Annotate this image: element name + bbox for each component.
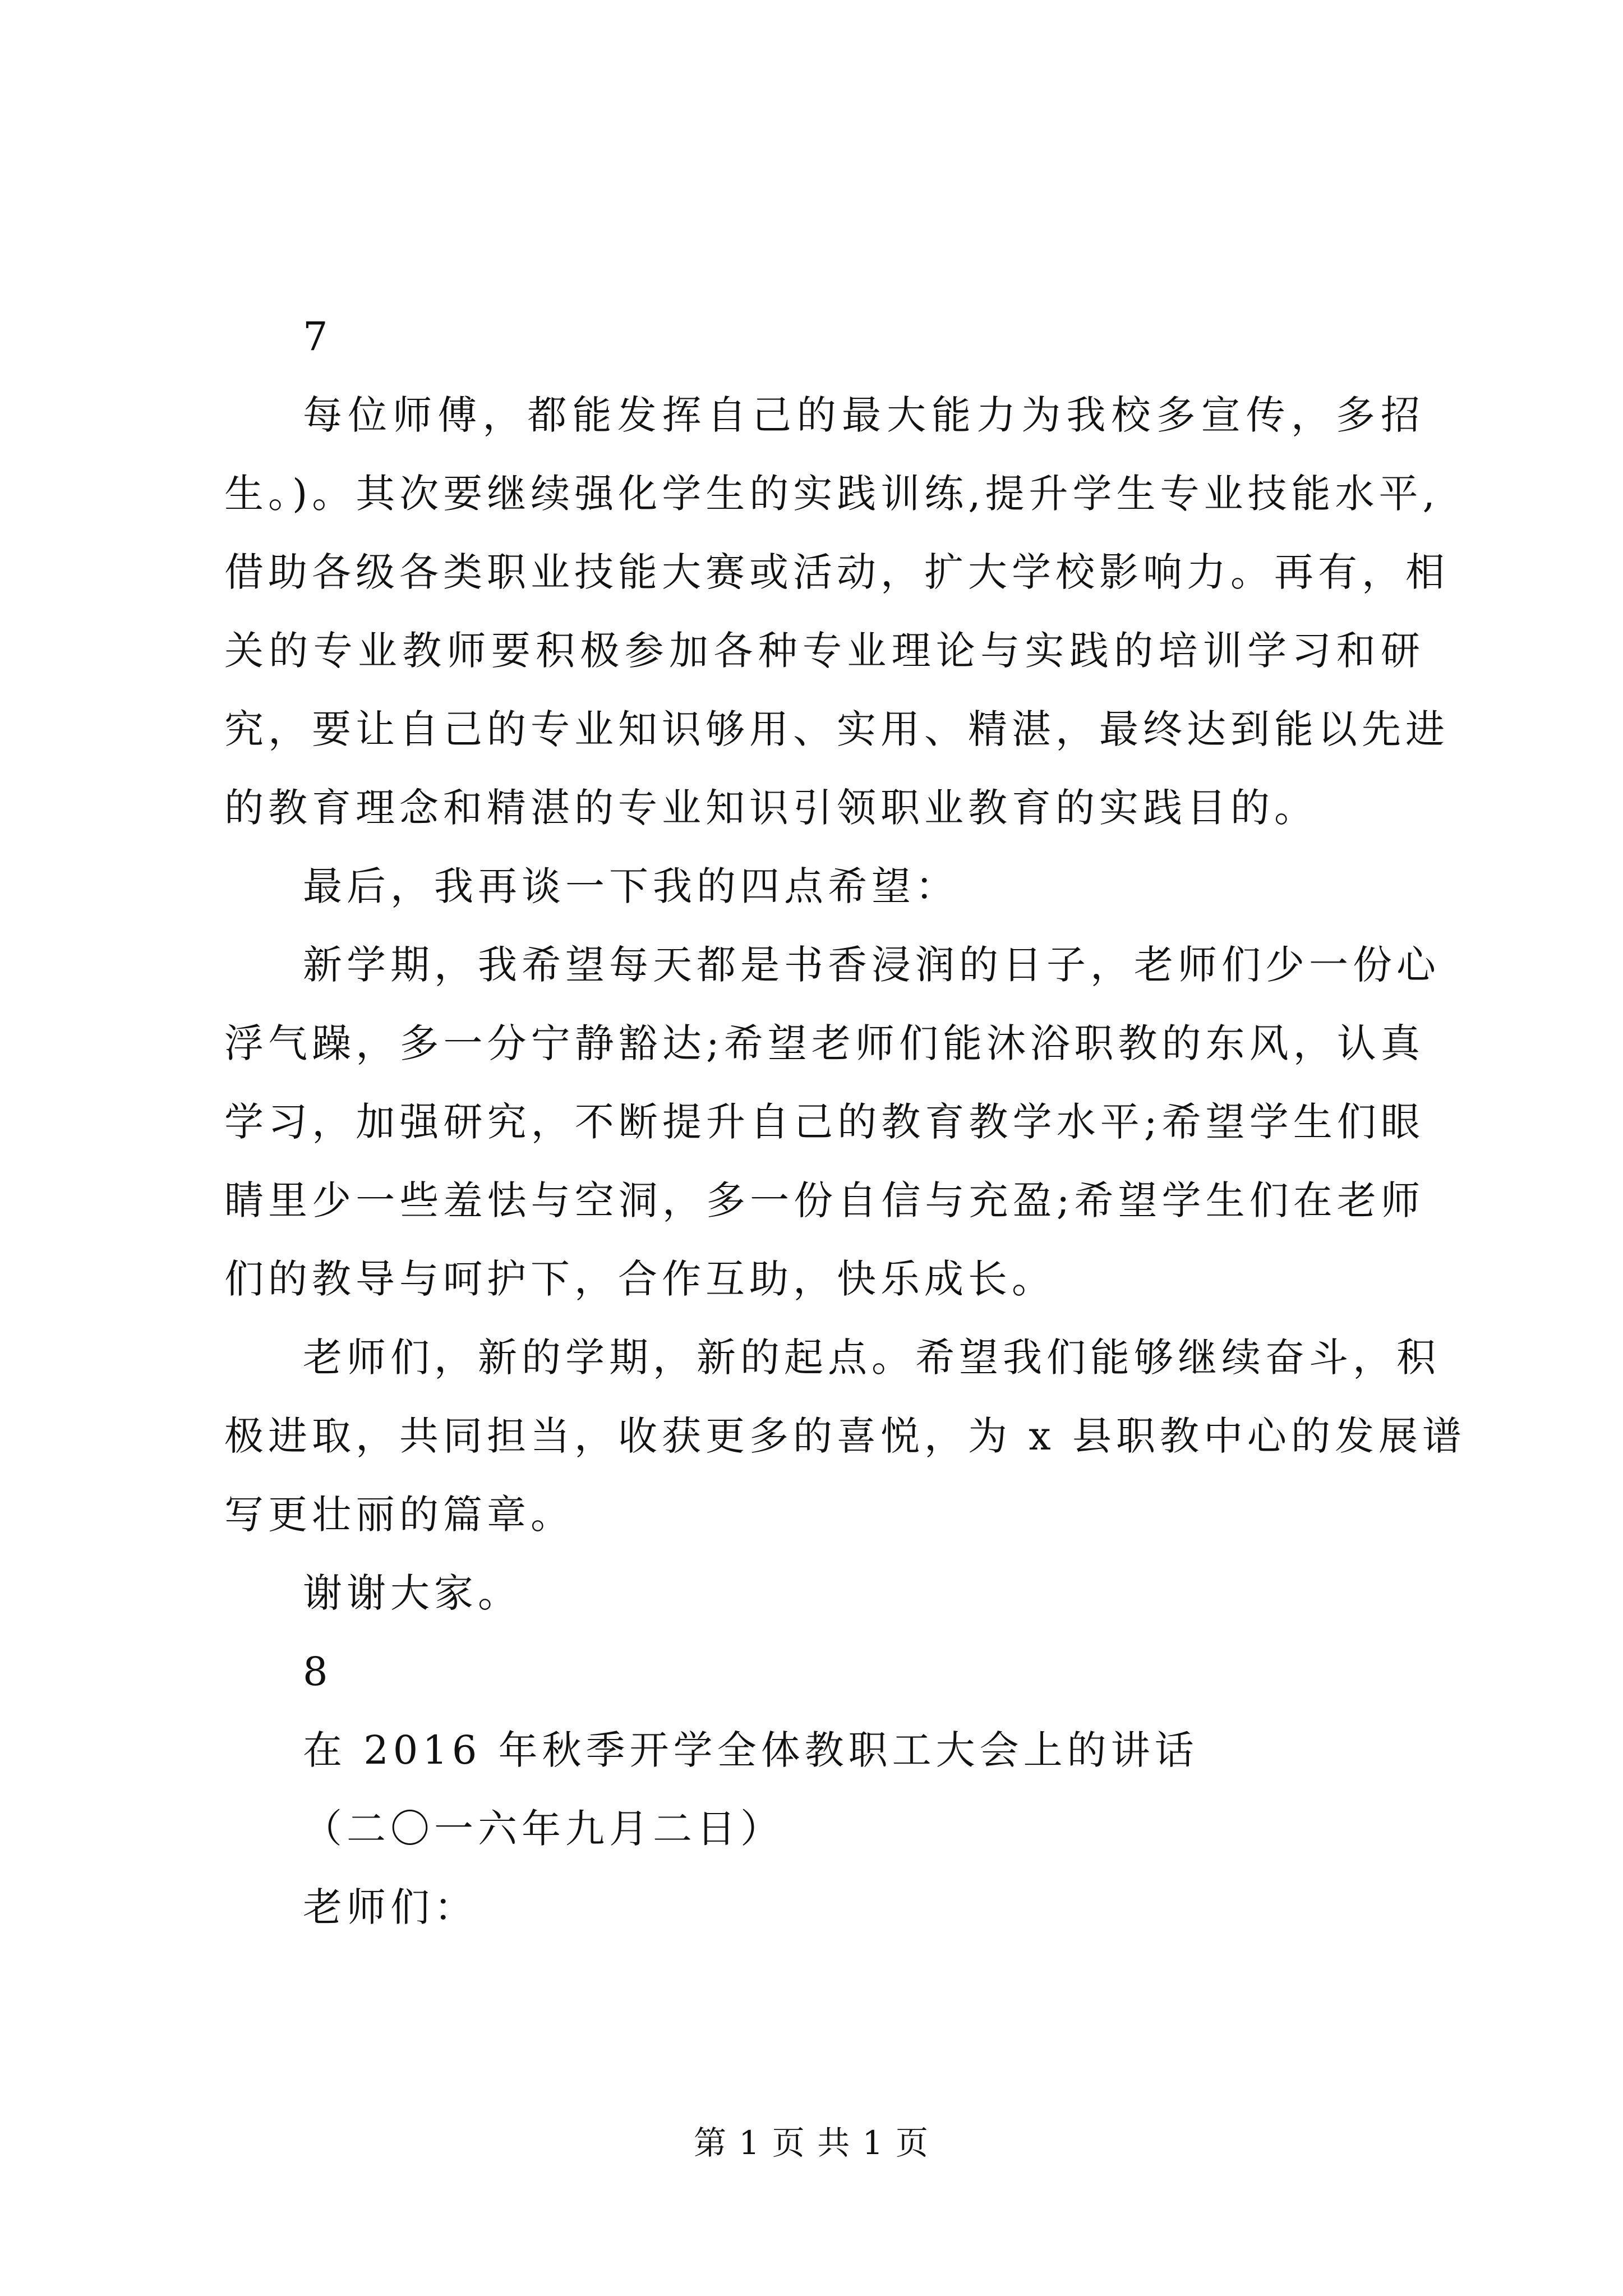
text-line: 7 xyxy=(303,314,333,360)
text-line: 生。)。其次要继续强化学生的实践训练,提升学生专业技能水平, xyxy=(224,471,1440,517)
text-line: 老师们，新的学期，新的起点。希望我们能够继续奋斗，积 xyxy=(303,1335,1440,1381)
text-line: 浮气躁，多一分宁静豁达;希望老师们能沐浴职教的东风，认真 xyxy=(224,1020,1424,1066)
text-line: 的教育理念和精湛的专业知识引领职业教育的实践目的。 xyxy=(224,785,1318,831)
page-footer: 第 1 页 共 1 页 xyxy=(694,2124,929,2162)
text-line: 写更壮丽的篇章。 xyxy=(224,1492,574,1538)
text-line: 最后，我再谈一下我的四点希望： xyxy=(303,863,959,909)
text-line: （二〇一六年九月二日） xyxy=(303,1806,784,1852)
text-line: 们的教导与呵护下，合作互助，快乐成长。 xyxy=(224,1256,1055,1302)
text-line: 究，要让自己的专业知识够用、实用、精湛，最终达到能以先进 xyxy=(224,706,1449,752)
text-line: 每位师傅，都能发挥自己的最大能力为我校多宣传，多招 xyxy=(303,392,1424,438)
text-line: 老师们： xyxy=(303,1884,478,1930)
text-line: 关的专业教师要积极参加各种专业理论与实践的培训学习和研 xyxy=(224,628,1424,674)
document-body xyxy=(224,297,1466,1947)
text-line: 极进取，共同担当，收获更多的喜悦，为 x 县职教中心的发展谱 xyxy=(224,1413,1466,1459)
text-line: 新学期，我希望每天都是书香浸润的日子，老师们少一份心 xyxy=(303,942,1440,988)
text-line: 8 xyxy=(303,1649,333,1695)
text-line: 学习，加强研究，不断提升自己的教育教学水平;希望学生们眼 xyxy=(224,1099,1424,1145)
text-line: 在 2016 年秋季开学全体教职工大会上的讲话 xyxy=(303,1727,1198,1773)
text-line: 睛里少一些羞怯与空洞，多一份自信与充盈;希望学生们在老师 xyxy=(224,1177,1424,1223)
text-line: 谢谢大家。 xyxy=(303,1570,522,1616)
text-line: 借助各级各类职业技能大赛或活动，扩大学校影响力。再有，相 xyxy=(224,549,1449,595)
